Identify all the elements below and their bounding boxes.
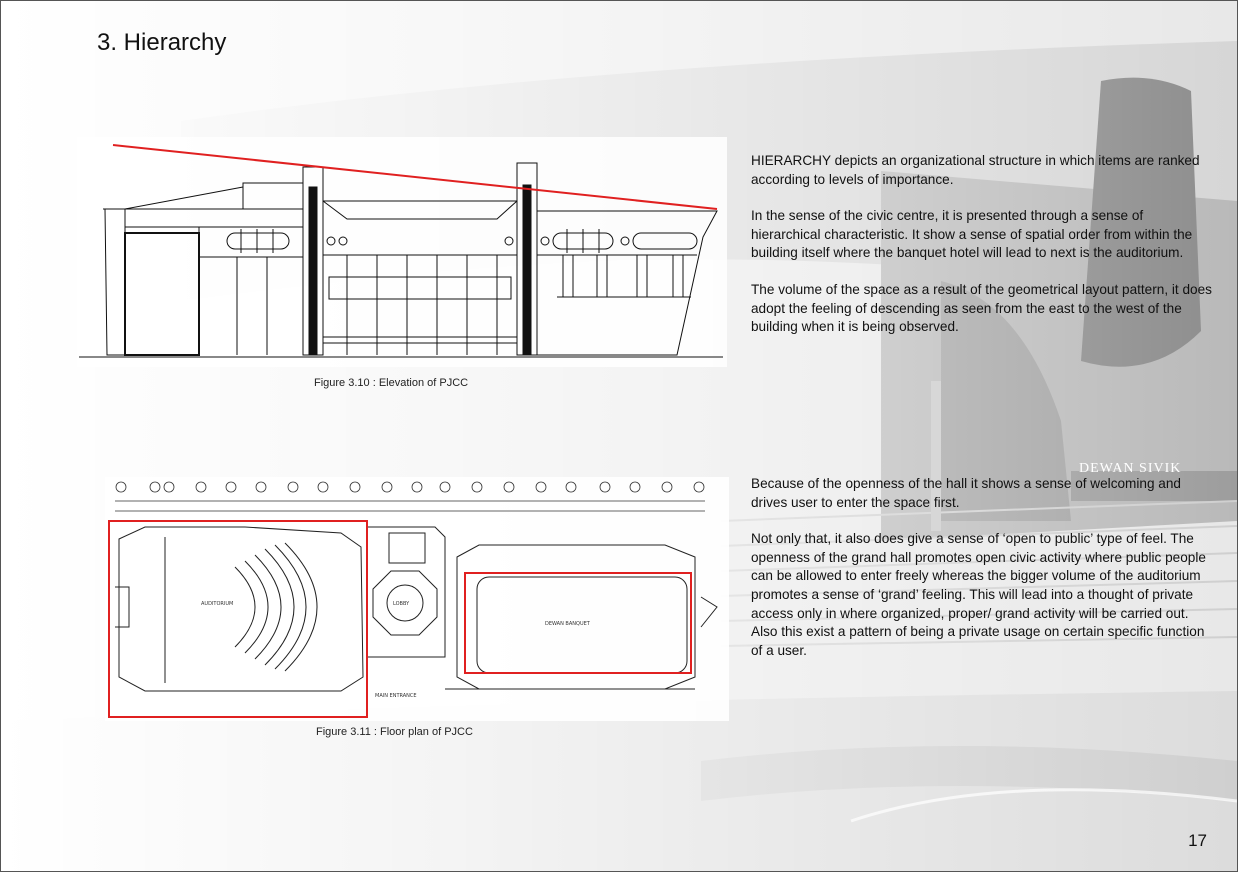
background-sign-text: DEWAN SIVIK xyxy=(1079,461,1182,476)
background-building-photo xyxy=(1,1,1237,871)
text-column-bottom xyxy=(751,475,1213,678)
page-number: 17 xyxy=(1188,831,1207,850)
paragraph-hierarchy-definition: HIERARCHY depicts an organizational structure in which items are ranked according to levels of importance. xyxy=(751,153,1200,187)
text-column-top xyxy=(751,152,1213,355)
label-main-entrance: MAIN ENTRANCE xyxy=(375,693,417,699)
elevation-caption: Figure 3.10 : Elevation of PJCC xyxy=(314,377,469,389)
floor-plan-drawing xyxy=(105,477,729,721)
paragraph-openness: Because of the openness of the hall it shows a sense of welcoming and drives user to enter the space first. xyxy=(751,476,1181,510)
label-banquet: DEWAN BANQUET xyxy=(545,621,590,627)
paragraph-spatial-order: In the sense of the civic centre, it is presented through a sense of hierarchical characteristic. It show a sense of spatial order from within the building itself where the banquet hotel will lead to next is the auditorium. xyxy=(751,208,1193,261)
floorplan-caption: Figure 3.11 : Floor plan of PJCC xyxy=(316,726,473,738)
paragraph-public-private: Not only that, it also does give a sense of ‘open to public’ type of feel. The openness of the grand hall promotes open civic activity where public people can be allowed to enter freely whereas the bigger volume of the auditorium promotes a sense of ‘grand’ feeling. This will lead into a thought of private access only in where organized, proper/ grand activity will be carried out. Also this exist a pattern of being a private usage on certain specific function of a user. xyxy=(751,531,1206,658)
paragraph-volume: The volume of the space as a result of the geometrical layout pattern, it does adopt the feeling of descending as seen from the east to the west of the building when it is being observed. xyxy=(751,281,1212,335)
label-auditorium: AUDITORIUM xyxy=(201,601,234,607)
label-lobby: LOBBY xyxy=(393,601,410,607)
elevation-drawing xyxy=(77,137,727,367)
page-title: 3. Hierarchy xyxy=(97,29,227,56)
